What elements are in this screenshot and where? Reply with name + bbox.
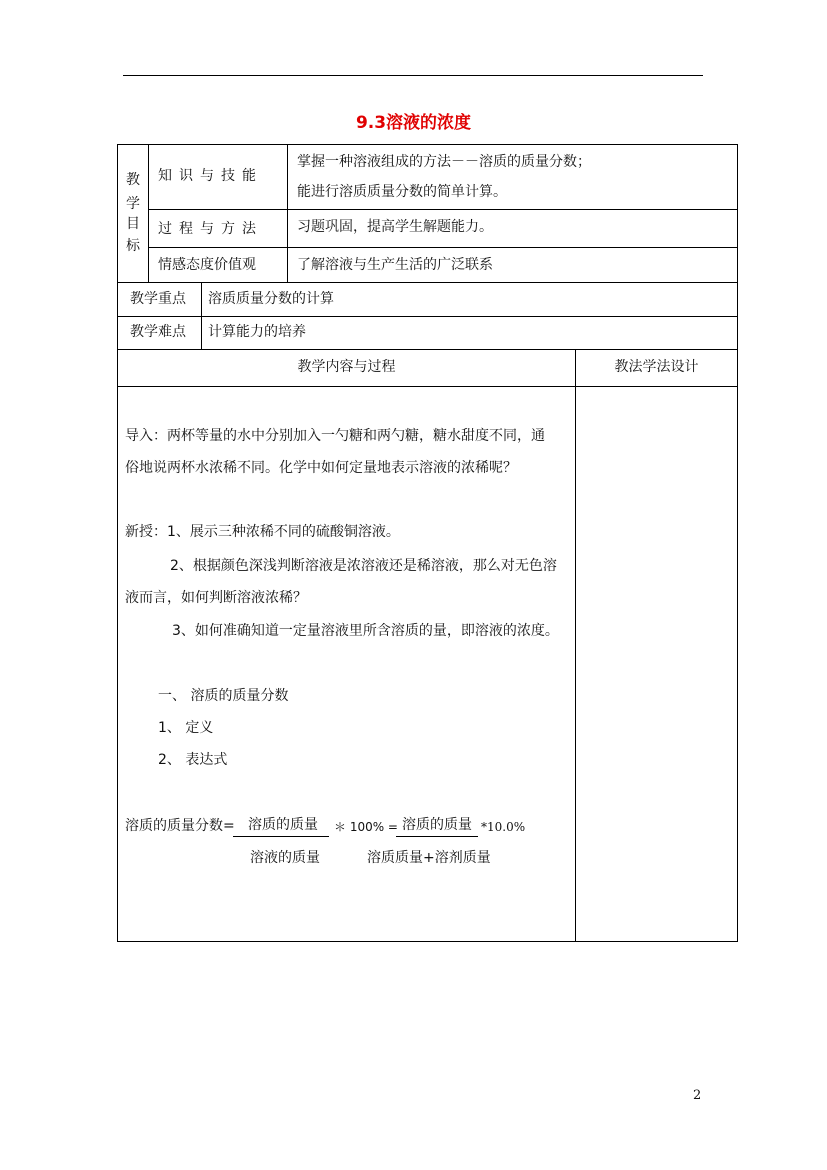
intro-line-1: 导入：两杯等量的水中分别加入一勺糖和两勺糖，糖水甜度不同，通: [125, 428, 545, 444]
new-lesson-2-line-1: 2、根据颜色深浅判断溶液是浓溶液还是稀溶液，那么对无色溶: [170, 558, 557, 574]
process-text: 习题巩固，提高学生解题能力。: [297, 219, 493, 235]
content-column-header: 教学内容与过程: [297, 359, 396, 375]
process-label: 过程与方法: [158, 221, 263, 237]
difficulty-text: 计算能力的培养: [208, 324, 306, 340]
section-heading: 一、 溶质的质量分数: [158, 688, 289, 704]
formula-denominator-2: 溶质质量+溶剂质量: [367, 850, 491, 866]
objectives-label-3: 目: [126, 216, 140, 232]
formula-denominator-1: 溶液的质量: [250, 850, 320, 866]
item-expression: 2、 表达式: [158, 752, 228, 768]
knowledge-line-2: 能进行溶质质量分数的简单计算。: [297, 184, 507, 200]
objectives-label-1: 教: [126, 172, 140, 188]
objectives-label-4: 标: [126, 238, 140, 254]
knowledge-line-1: 掌握一种溶液组成的方法－－溶质的质量分数；: [297, 154, 591, 170]
knowledge-label: 知识与技能: [158, 168, 263, 184]
intro-line-2: 俗地说两杯水浓稀不同。化学中如何定量地表示溶液的浓稀呢？: [125, 460, 517, 476]
item-definition: 1、 定义: [158, 720, 214, 736]
objectives-label-2: 学: [126, 196, 140, 212]
formula-suffix: *10.0%: [481, 820, 526, 834]
emotion-label: 情感态度价值观: [158, 257, 256, 273]
header-rule: [123, 75, 703, 76]
formula-numerator-2: 溶质的质量: [402, 817, 472, 833]
new-lesson-2-line-2: 液而言，如何判断溶液浓稀？: [125, 590, 307, 606]
difficulty-label: 教学难点: [130, 324, 186, 340]
formula-prefix: 溶质的质量分数=: [125, 818, 235, 834]
formula-numerator-1: 溶质的质量: [248, 817, 318, 833]
formula-middle: ＊ 100% =: [334, 820, 398, 834]
key-point-label: 教学重点: [130, 291, 186, 307]
new-lesson-3: 3、如何准确知道一定量溶液里所含溶质的量，即溶液的浓度。: [172, 623, 559, 639]
method-column-header: 教法学法设计: [614, 359, 699, 375]
page-title: 9.3溶液的浓度: [355, 113, 472, 133]
new-lesson-1: 新授：1、展示三种浓稀不同的硫酸铜溶液。: [125, 524, 400, 540]
key-point-text: 溶质质量分数的计算: [208, 291, 334, 307]
emotion-text: 了解溶液与生产生活的广泛联系: [297, 257, 493, 273]
page-number: 2: [693, 1088, 702, 1103]
